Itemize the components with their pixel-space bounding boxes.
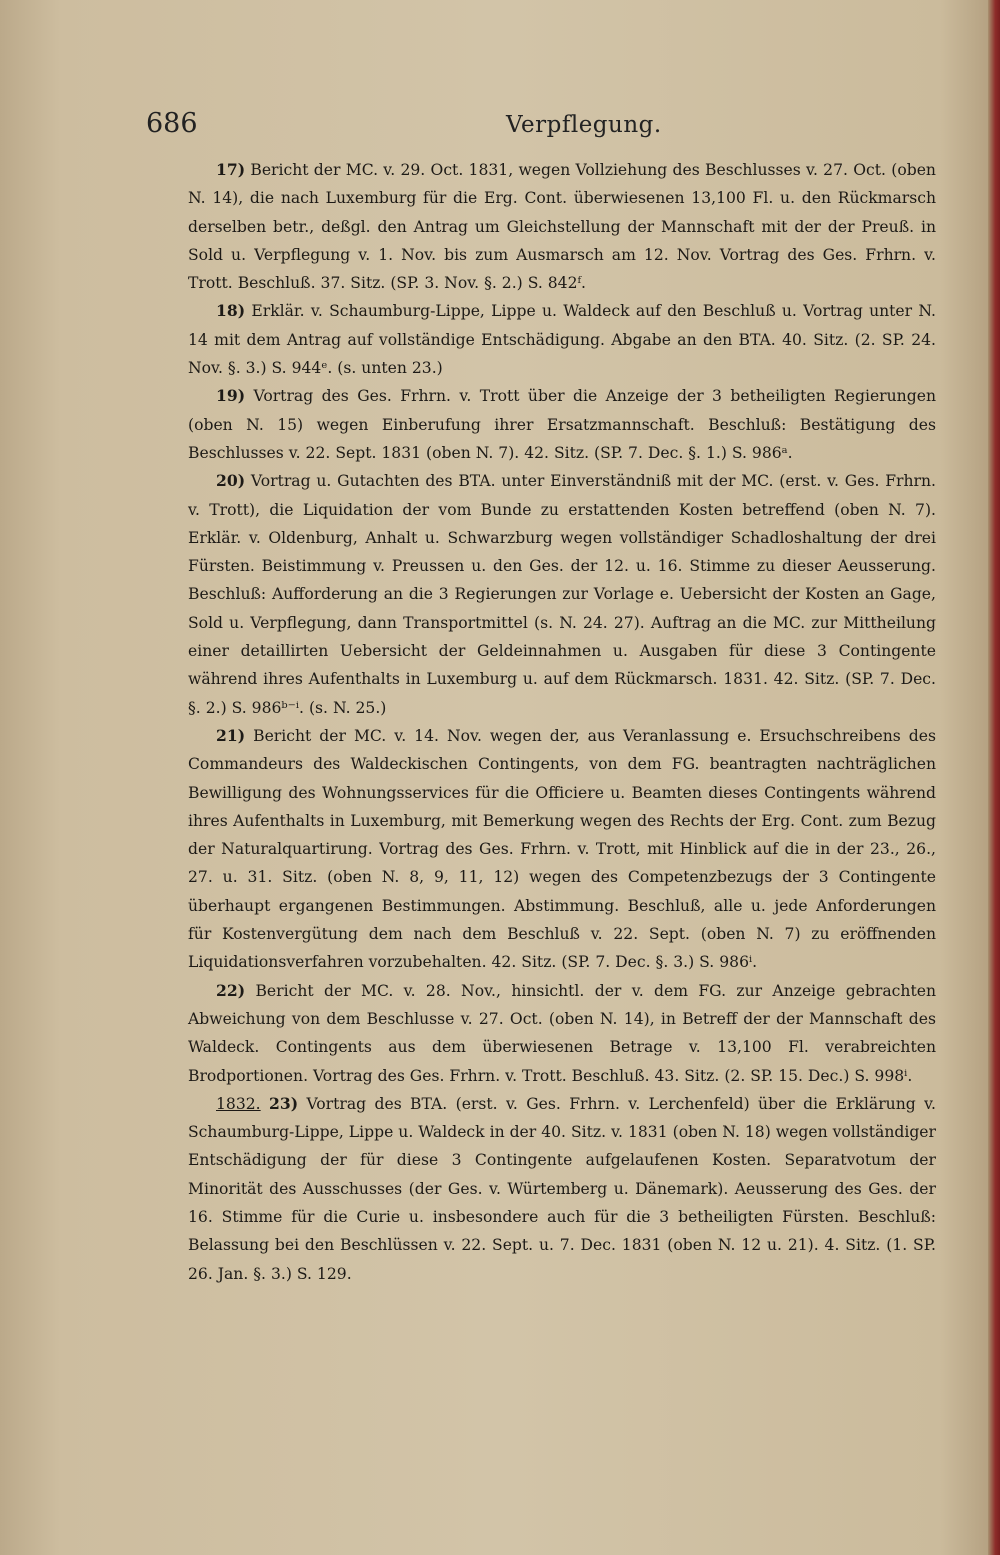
page-edge: [988, 0, 1000, 1555]
entry-text: Vortrag des Ges. Frhrn. v. Trott über die Anzeige der 3 betheiligten Regierungen (oben N. 15) wegen Einberufung ihrer Ersatzmannschaft. Beschluß: Bestätigung des Beschlusses v. 22. Sept. 1831 (oben N. 7). 42. Sitz. (SP. 7. Dec. §. 1.) S. 986ᵃ.: [188, 387, 936, 462]
entry-text: Vortrag des BTA. (erst. v. Ges. Frhrn. v. Lerchenfeld) über die Erklärung v. Schaumburg-Lippe, Lippe u. Waldeck in der 40. Sitz. v. 1831 (oben N. 18) wegen vollständiger Entschädigung der für diese 3 Contingente aufgelaufenen Kosten. Separatvotum der Minorität des Ausschusses (der Ges. v. Würtemberg u. Dänemark). Aeusserung des Ges. der 16. Stimme für die Curie u. insbesondere auch für die 3 betheiligten Fürsten. Beschluß: Belassung bei den Beschlüssen v. 22. Sept. u. 7. Dec. 1831 (oben N. 12 u. 21). 4. Sitz. (1. SP. 26. Jan. §. 3.) S. 129.: [188, 1094, 936, 1283]
entry-text: Erklär. v. Schaumburg-Lippe, Lippe u. Waldeck auf den Beschluß u. Vortrag unter N. 14 mit dem Antrag auf vollständige Entschädigung. Abgabe an den BTA. 40. Sitz. (2. SP. 24. Nov. §. 3.) S. 944ᵉ. (s. unten 23.): [188, 302, 936, 378]
entry-number: 17): [216, 160, 246, 179]
page-header: [146, 108, 946, 148]
entry-number: 22): [216, 980, 246, 1000]
entry-text: Bericht der MC. v. 28. Nov., hinsichtl. der v. dem FG. zur Anzeige gebrachten Abweichung von dem Beschlusse v. 27. Oct. (oben N. 14), in Betreff der der Mannschaft des Waldeck. Contingents aus dem überwiesenen Betrage v. 13,100 Fl. verabreichten Brodportionen. Vortrag des Ges. Frhrn. v. Trott. Beschluß. 43. Sitz. (2. SP. 15. Dec.) S. 998ⁱ.: [188, 981, 936, 1085]
entry-number: 21): [216, 725, 246, 745]
entry-23: [188, 1090, 936, 1288]
entry-text: Vortrag u. Gutachten des BTA. unter Einverständniß mit der MC. (erst. v. Ges. Frhrn. v. Trott), die Liquidation der vom Bunde zu erstattenden Kosten betreffend (oben N. 7). Erklär. v. Oldenburg, Anhalt u. Schwarzburg wegen vollständiger Schadloshaltung der drei Fürsten. Beistimmung v. Preussen u. den Ges. der 12. u. 16. Stimme zu dieser Aeusserung. Beschluß: Aufforderung an die 3 Regierungen zur Vorlage e. Uebersicht der Kosten an Gage, Sold u. Verpflegung, dann Transportmittel (s. N. 24. 27). Auftrag an die MC. zur Mittheilung einer detaillirten Uebersicht der Geldeinnahmen u. Ausgaben für diese 3 Contingente während ihres Aufenthalts in Luxemburg u. auf dem Rückmarsch. 1831. 42. Sitz. (SP. 7. Dec. §. 2.) S. 986ᵇ⁻ⁱ. (s. N. 25.): [188, 472, 936, 717]
entry-number: 18): [216, 301, 246, 321]
entry-17: [188, 156, 936, 297]
entry-22: [188, 977, 936, 1090]
entry-number: 19): [216, 386, 246, 406]
entry-number: 23): [269, 1093, 299, 1113]
entry-19: [188, 382, 936, 467]
entry-text: Bericht der MC. v. 29. Oct. 1831, wegen Vollziehung des Beschlusses v. 27. Oct. (oben N. 14), die nach Luxemburg für die Erg. Cont. überwiesenen 13,100 Fl. u. den Rückmarsch derselben betr., deßgl. den Antrag um Gleichstellung der Mannschaft mit der der Preuß. in Sold u. Verpflegung v. 1. Nov. bis zum Ausmarsch am 12. Nov. Vortrag des Ges. Frhrn. v. Trott. Beschluß. 37. Sitz. (SP. 3. Nov. §. 2.) S. 842ᶠ.: [188, 161, 936, 293]
page-number: 686: [146, 108, 198, 139]
entry-text: Bericht der MC. v. 14. Nov. wegen der, aus Veranlassung e. Ersuchschreibens des Commandeurs des Waldeckischen Contingents, von dem FG. beantragten nachträglichen Bewilligung des Wohnungsservices für die Officiere u. Beamten dieses Contingents während ihres Aufenthalts in Luxemburg, mit Bemerkung wegen des Rechts der Erg. Cont. zum Bezug der Naturalquartirung. Vortrag des Ges. Frhrn. v. Trott, mit Hinblick auf die in der 23., 26., 27. u. 31. Sitz. (oben N. 8, 9, 11, 12) wegen des Competenzbezugs der 3 Contingente überhaupt ergangenen Bestimmungen. Abstimmung. Beschluß, alle u. jede Anforderungen für Kostenvergütung dem nach dem Beschluß v. 22. Sept. (oben N. 7) zu eröffnenden Liquidationsverfahren vorzubehalten. 42. Sitz. (SP. 7. Dec. §. 3.) S. 986ⁱ.: [188, 726, 936, 972]
entry-18: [188, 297, 936, 382]
entry-list: [188, 156, 936, 1288]
entry-20: [188, 467, 936, 722]
entry-number: 20): [216, 471, 246, 491]
entry-21: [188, 722, 936, 977]
year-marker: 1832.: [216, 1094, 261, 1113]
running-title: Verpflegung.: [506, 112, 662, 138]
